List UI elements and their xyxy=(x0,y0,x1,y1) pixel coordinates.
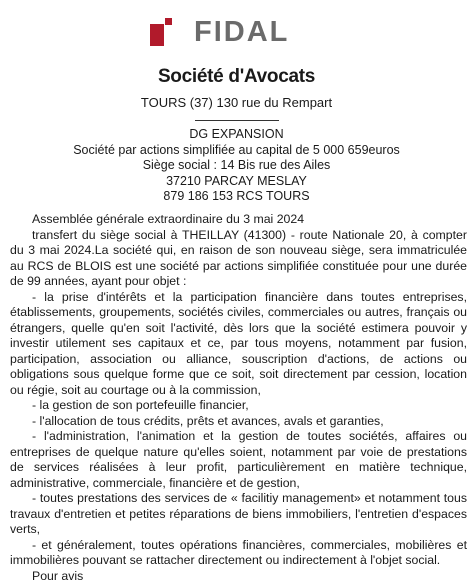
firm-subtitle: Société d'Avocats xyxy=(0,66,473,88)
firm-address: TOURS (37) 130 rue du Rempart xyxy=(0,95,473,110)
object-item: - la gestion de son portefeuille financier, xyxy=(10,398,467,414)
object-item: - toutes prestations des services de « facilitiy management» et notamment tous travaux d'entretien et petites réparations de biens immobiliers, l'entretien d'espaces verts, xyxy=(10,491,467,538)
logo-text: FIDAL xyxy=(194,16,289,48)
notice-body xyxy=(10,212,467,584)
company-city: 37210 PARCAY MESLAY xyxy=(0,174,473,190)
object-item: - l'allocation de tous crédits, prêts et avances, avals et garanties, xyxy=(10,414,467,430)
fidal-logo xyxy=(150,16,320,54)
logo-mark-icon xyxy=(150,18,172,46)
object-item: - l'administration, l'animation et la gestion de toutes sociétés, affaires ou entreprises de quelque nature qu'elles soient, notamment par voie de prestations de services réalisées à leur profit, particulièrement en matière technique, administrative, commerciale, financière et de gestion, xyxy=(10,429,467,491)
closing-line: Pour avis xyxy=(10,569,467,584)
company-rcs: 879 186 153 RCS TOURS xyxy=(0,189,473,205)
transfer-paragraph: transfert du siège social à THEILLAY (41300) - route Nationale 20, à compter du 3 mai 2024.La société qui, en raison de son nouveau siège, sera immatriculée au RCS de BLOIS est une société par actions simplifiée constituée pour une durée de 99 années, ayant pour objet : xyxy=(10,228,467,290)
company-name: DG EXPANSION xyxy=(0,127,473,143)
company-block xyxy=(0,127,473,205)
object-item: - et généralement, toutes opérations financières, commerciales, mobilières et immobilières pouvant se rattacher directement ou indirectement à l'objet social. xyxy=(10,538,467,569)
company-seat: Siège social : 14 Bis rue des Ailes xyxy=(0,158,473,174)
meeting-line: Assemblée générale extraordinaire du 3 mai 2024 xyxy=(10,212,467,228)
object-item: - la prise d'intérêts et la participation financière dans toutes entreprises, établissements, groupements, sociétés civiles, commerciales ou autres, français ou étrangers, quelle qu'en soit l'activité, dès lors que la société estimera pouvoir y investir utilement ses capitaux et ce, par tous moyens, notamment par fusion, participation, association ou alliance, souscription d'actions, de actions ou obligations sous quelque forme que ce soit, soit directement par cession, location ou régie, soit au courtage ou à la commission, xyxy=(10,290,467,399)
company-form: Société par actions simplifiée au capital de 5 000 659euros xyxy=(0,143,473,159)
divider xyxy=(195,120,279,121)
